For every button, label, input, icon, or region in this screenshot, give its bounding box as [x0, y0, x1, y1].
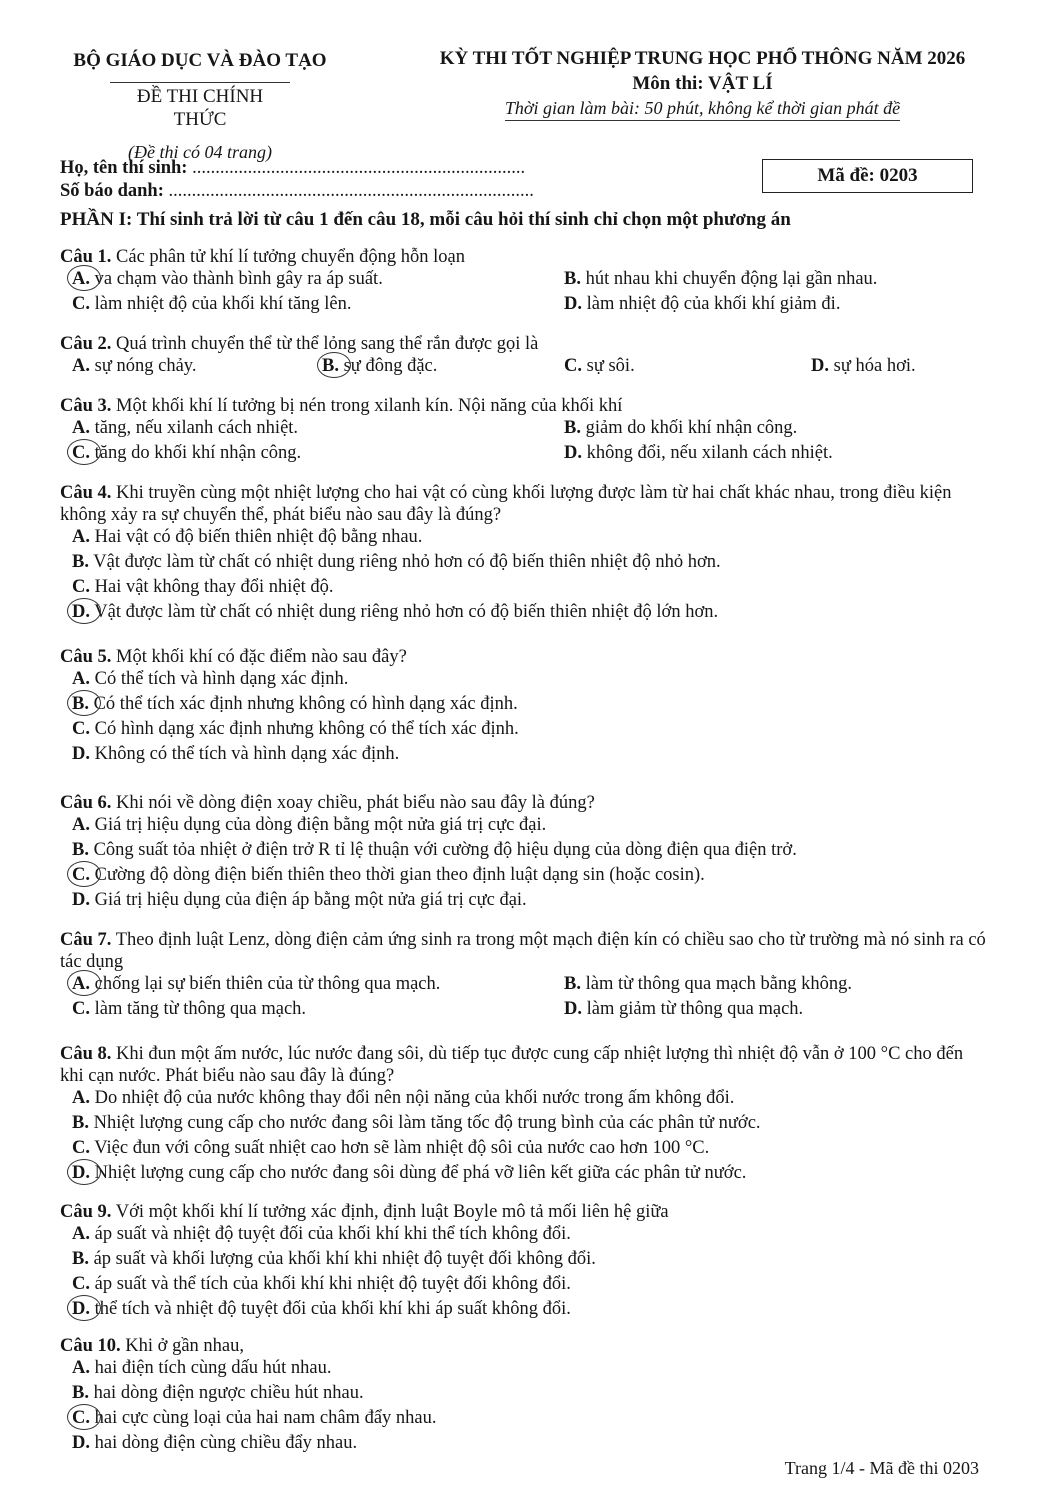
question-label: Câu 7. [60, 930, 112, 950]
question-text: Một khối khí có đặc điểm nào sau đây? [116, 647, 407, 667]
option-text: làm tăng từ thông qua mạch. [94, 999, 307, 1020]
question-6 [60, 792, 990, 914]
option-text: Có thể tích và hình dạng xác định. [94, 669, 349, 690]
option-letter: B. [72, 1249, 89, 1270]
options-row [60, 998, 990, 1023]
option-text: thể tích và nhiệt độ tuyệt đối của khối khí khi áp suất không đổi. [94, 1299, 571, 1320]
option-text: sự nóng chảy. [94, 356, 197, 377]
option-c[interactable] [72, 442, 301, 464]
option-letter: D. [564, 443, 582, 464]
option-letter: D. [564, 294, 582, 315]
option-b[interactable] [72, 1112, 1002, 1137]
option-a[interactable] [72, 1357, 1002, 1382]
question-text: Khi ở gần nhau, [125, 1336, 244, 1356]
option-letter: C. [72, 1138, 90, 1159]
option-letter: B. [564, 418, 581, 439]
option-letter: C. [72, 1274, 90, 1295]
answer-circle-mark [67, 265, 101, 291]
option-letter: A. [72, 269, 90, 290]
option-text: không đổi, nếu xilanh cách nhiệt. [586, 443, 833, 464]
option-text: Nhiệt lượng cung cấp cho nước đang sôi dùng để phá vỡ liên kết giữa các phân tử nước. [94, 1163, 747, 1184]
question-10 [60, 1335, 990, 1457]
option-b[interactable] [72, 551, 1002, 576]
question-stem [60, 1335, 990, 1357]
option-b[interactable] [564, 268, 877, 290]
pages-note: (Đề thi có 04 trang) [128, 142, 272, 163]
option-letter: D. [72, 602, 90, 623]
option-b[interactable] [72, 1248, 1002, 1273]
option-letter: C. [72, 294, 90, 315]
option-a[interactable] [72, 1223, 1002, 1248]
candidate-id-field[interactable]: ............................................................................... [168, 181, 534, 201]
option-text: Việc đun với công suất nhiệt cao hơn sẽ làm nhiệt độ sôi của nước cao hơn 100 °C. [94, 1138, 710, 1159]
part-title: PHẦN I: Thí sinh trả lời từ câu 1 đến câu 18, mỗi câu hỏi thí sinh chỉ chọn một phương án [60, 209, 791, 230]
option-text: va chạm vào thành bình gây ra áp suất. [94, 269, 383, 290]
option-letter: A. [72, 1088, 90, 1109]
option-letter: C. [72, 1408, 90, 1429]
option-letter: C. [72, 577, 90, 598]
question-label: Câu 6. [60, 793, 112, 813]
option-d[interactable] [72, 601, 1002, 626]
question-8 [60, 1043, 990, 1187]
question-7 [60, 929, 990, 1023]
answer-circle-mark [67, 439, 101, 465]
option-text: Hai vật không thay đổi nhiệt độ. [94, 577, 334, 598]
question-stem [60, 1201, 990, 1223]
option-letter: C. [72, 443, 90, 464]
options-row [60, 417, 990, 442]
exam-time: Thời gian làm bài: 50 phút, không kể thời gian phát đề [505, 98, 900, 122]
answer-circle-mark [67, 1404, 101, 1430]
option-text: Vật được làm từ chất có nhiệt dung riêng nhỏ hơn có độ biến thiên nhiệt độ nhỏ hơn. [93, 552, 721, 573]
option-text: Cường độ dòng điện biến thiên theo thời gian theo định luật dạng sin (hoặc cosin). [94, 865, 705, 886]
question-2 [60, 333, 990, 380]
question-text: Khi đun một ấm nước, lúc nước đang sôi, dù tiếp tục được cung cấp nhiệt lượng thì nhiệt độ vẫn ở 100 °C cho đến khi cạn nước. Phát biểu nào sau đây là đúng? [60, 1044, 964, 1087]
option-letter: D. [564, 999, 582, 1020]
option-text: hai điện tích cùng dấu hút nhau. [94, 1358, 332, 1379]
option-letter: B. [564, 974, 581, 995]
option-a[interactable] [72, 1087, 1002, 1112]
option-b[interactable] [322, 355, 437, 377]
option-d[interactable] [811, 355, 916, 377]
option-text: làm nhiệt độ của khối khí giảm đi. [586, 294, 841, 315]
option-letter: B. [72, 552, 89, 573]
question-stem [60, 646, 990, 668]
option-c[interactable] [72, 1137, 1002, 1162]
option-letter: D. [72, 1433, 90, 1454]
option-letter: A. [72, 669, 90, 690]
option-text: Công suất tỏa nhiệt ở điện trở R tỉ lệ thuận với cường độ hiệu dụng của dòng điện qua điện trở. [93, 840, 797, 861]
question-label: Câu 4. [60, 483, 112, 503]
option-d[interactable] [564, 998, 803, 1020]
option-letter: C. [72, 719, 90, 740]
candidate-name-line [60, 157, 525, 179]
option-b[interactable] [564, 417, 797, 439]
question-text: Theo định luật Lenz, dòng điện cảm ứng sinh ra trong một mạch điện kín có chiều sao cho từ trường mà nó sinh ra có tác dụng [60, 930, 986, 973]
option-text: hai dòng điện ngược chiều hút nhau. [93, 1383, 364, 1404]
option-letter: A. [72, 1358, 90, 1379]
option-text: Giá trị hiệu dụng của điện áp bằng một nửa giá trị cực đại. [94, 890, 527, 911]
option-letter: A. [72, 974, 90, 995]
option-a[interactable] [72, 526, 1002, 551]
option-letter: C. [72, 865, 90, 886]
header-right [420, 48, 985, 121]
question-5 [60, 646, 990, 768]
question-1 [60, 246, 990, 318]
option-text: Nhiệt lượng cung cấp cho nước đang sôi làm tăng tốc độ trung bình của các phân tử nước. [93, 1113, 761, 1134]
option-text: Không có thể tích và hình dạng xác định. [94, 744, 400, 765]
answer-circle-mark [317, 352, 351, 378]
question-3 [60, 395, 990, 467]
option-c[interactable] [72, 293, 352, 315]
header-left [60, 50, 340, 164]
option-d[interactable] [72, 1432, 1002, 1457]
option-c[interactable] [72, 1273, 1002, 1298]
option-text: hai dòng điện cùng chiều đẩy nhau. [94, 1433, 358, 1454]
question-stem [60, 1043, 990, 1087]
option-letter: A. [72, 418, 90, 439]
option-d[interactable] [72, 1298, 1002, 1323]
options-row [60, 268, 990, 293]
option-letter: D. [72, 1163, 90, 1184]
option-text: áp suất và thể tích của khối khí khi nhiệt độ tuyệt đối không đổi. [94, 1274, 571, 1295]
option-b[interactable] [72, 1382, 1002, 1407]
option-text: chống lại sự biến thiên của từ thông qua mạch. [94, 974, 441, 995]
question-label: Câu 5. [60, 647, 112, 667]
question-label: Câu 3. [60, 396, 112, 416]
ministry-name: BỘ GIÁO DỤC VÀ ĐÀO TẠO [73, 50, 327, 71]
option-a[interactable] [72, 668, 1002, 693]
option-letter: D. [72, 1299, 90, 1320]
candidate-id-label: Số báo danh: [60, 181, 164, 201]
candidate-name-label: Họ, tên thí sinh: [60, 158, 188, 178]
option-letter: D. [72, 744, 90, 765]
option-text: hai cực cùng loại của hai nam châm đẩy nhau. [94, 1408, 437, 1429]
answer-circle-mark [67, 1295, 101, 1321]
option-letter: B. [72, 1113, 89, 1134]
option-letter: C. [564, 356, 582, 377]
option-c[interactable] [564, 355, 635, 377]
question-text: Quá trình chuyển thể từ thể lỏng sang thể rắn được gọi là [116, 334, 539, 354]
question-text: Một khối khí lí tưởng bị nén trong xilanh kín. Nội năng của khối khí [116, 396, 623, 416]
option-text: sự hóa hơi. [833, 356, 916, 377]
question-stem [60, 246, 990, 268]
option-text: Do nhiệt độ của nước không thay đổi nên nội năng của khối nước trong ấm không đổi. [94, 1088, 735, 1109]
answer-circle-mark [67, 690, 101, 716]
official-exam-label: ĐỀ THI CHÍNH THỨC [110, 82, 290, 132]
option-b[interactable] [72, 693, 1002, 718]
option-text: giảm do khối khí nhận công. [585, 418, 798, 439]
option-a[interactable] [72, 814, 1002, 839]
option-text: làm từ thông qua mạch bằng không. [585, 974, 853, 995]
candidate-id-line [60, 180, 534, 202]
option-text: làm giảm từ thông qua mạch. [586, 999, 804, 1020]
option-text: Có thể tích xác định nhưng không có hình dạng xác định. [93, 694, 518, 715]
options-row [60, 355, 990, 380]
option-text: tăng do khối khí nhận công. [94, 443, 302, 464]
options-row [60, 442, 990, 467]
option-letter: A. [72, 815, 90, 836]
question-label: Câu 9. [60, 1202, 112, 1222]
question-stem [60, 482, 990, 526]
question-label: Câu 8. [60, 1044, 112, 1064]
option-text: tăng, nếu xilanh cách nhiệt. [94, 418, 299, 439]
option-text: hút nhau khi chuyển động lại gần nhau. [585, 269, 878, 290]
option-letter: D. [811, 356, 829, 377]
option-a[interactable] [72, 355, 196, 377]
option-letter: A. [72, 356, 90, 377]
option-text: áp suất và nhiệt độ tuyệt đối của khối khí khi thể tích không đổi. [94, 1224, 571, 1245]
option-letter: C. [72, 999, 90, 1020]
option-text: Vật được làm từ chất có nhiệt dung riêng nhỏ hơn có độ biến thiên nhiệt độ lớn hơn. [94, 602, 719, 623]
option-letter: A. [72, 1224, 90, 1245]
options-row [60, 973, 990, 998]
exam-code-box: Mã đề: 0203 [762, 159, 973, 193]
question-text: Khi truyền cùng một nhiệt lượng cho hai vật có cùng khối lượng được làm từ hai chất khác nhau, trong điều kiện không xảy ra sự chuyển thể, phát biểu nào sau đây là đúng? [60, 483, 952, 526]
question-label: Câu 10. [60, 1336, 121, 1356]
option-d[interactable] [564, 442, 833, 464]
page-footer: Trang 1/4 - Mã đề thi 0203 [784, 1458, 979, 1478]
option-letter: B. [72, 840, 89, 861]
question-text: Các phân tử khí lí tưởng chuyển động hỗn loạn [116, 247, 465, 267]
exam-title: KỲ THI TỐT NGHIỆP TRUNG HỌC PHỔ THÔNG NĂM 2026 [439, 48, 966, 69]
option-text: sự sôi. [586, 356, 635, 377]
option-b[interactable] [72, 839, 1002, 864]
question-9 [60, 1201, 990, 1323]
option-c[interactable] [72, 718, 1002, 743]
option-a[interactable] [72, 417, 298, 439]
option-letter: A. [72, 527, 90, 548]
question-stem [60, 792, 990, 814]
option-c[interactable] [72, 864, 1002, 889]
answer-circle-mark [67, 861, 101, 887]
exam-subject: Môn thi: VẬT LÍ [632, 72, 773, 94]
option-c[interactable] [72, 1407, 1002, 1432]
option-c[interactable] [72, 998, 306, 1020]
option-letter: B. [322, 356, 339, 377]
option-text: sự đông đặc. [343, 356, 438, 377]
question-text: Khi nói về dòng điện xoay chiều, phát biểu nào sau đây là đúng? [116, 793, 595, 813]
option-d[interactable] [72, 743, 1002, 768]
option-d[interactable] [564, 293, 840, 315]
option-b[interactable] [564, 973, 852, 995]
question-label: Câu 1. [60, 247, 112, 267]
question-stem [60, 333, 990, 355]
option-a[interactable] [72, 268, 383, 290]
option-c[interactable] [72, 576, 1002, 601]
option-letter: B. [72, 694, 89, 715]
question-stem [60, 929, 990, 973]
option-text: Hai vật có độ biến thiên nhiệt độ bằng nhau. [94, 527, 423, 548]
option-text: làm nhiệt độ của khối khí tăng lên. [94, 294, 352, 315]
candidate-name-field[interactable]: ........................................................................ [192, 158, 526, 178]
option-a[interactable] [72, 973, 440, 995]
question-text: Với một khối khí lí tưởng xác định, định luật Boyle mô tả mối liên hệ giữa [115, 1202, 669, 1222]
option-letter: D. [72, 890, 90, 911]
option-d[interactable] [72, 889, 1002, 914]
question-label: Câu 2. [60, 334, 112, 354]
question-4 [60, 482, 990, 626]
option-text: Có hình dạng xác định nhưng không có thể tích xác định. [94, 719, 519, 740]
option-text: áp suất và khối lượng của khối khí khi nhiệt độ tuyệt đối không đổi. [93, 1249, 596, 1270]
option-d[interactable] [72, 1162, 1002, 1187]
options-row [60, 293, 990, 318]
question-stem [60, 395, 990, 417]
option-letter: B. [564, 269, 581, 290]
option-letter: B. [72, 1383, 89, 1404]
option-text: Giá trị hiệu dụng của dòng điện bằng một nửa giá trị cực đại. [94, 815, 547, 836]
